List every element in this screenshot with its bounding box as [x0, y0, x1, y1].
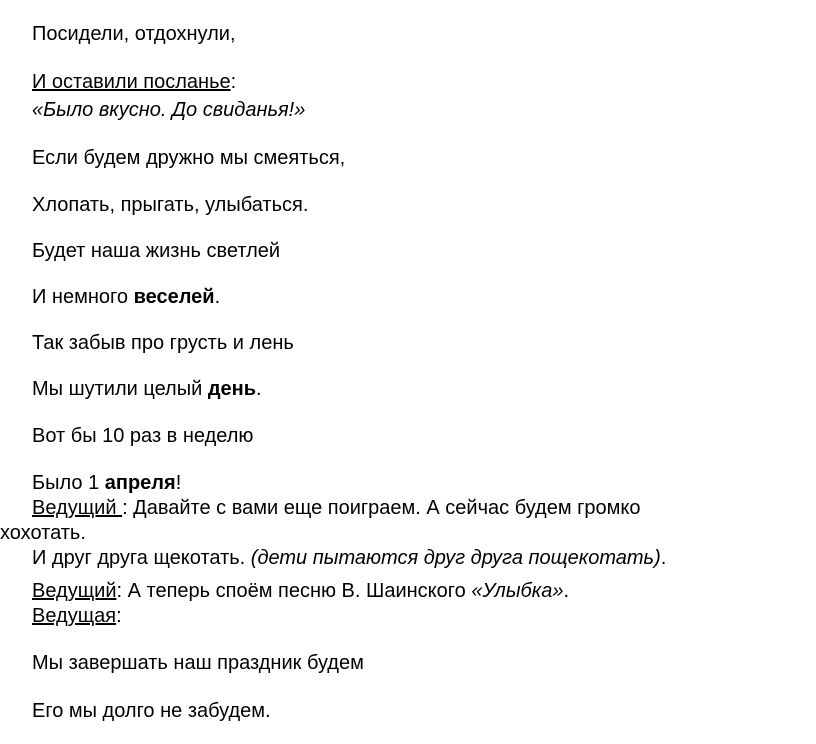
speaker-label: Ведущий — [32, 580, 117, 602]
line-text: Если будем дружно мы смеяться, — [32, 147, 346, 169]
text-line-9 — [32, 377, 262, 401]
line-text: Будет наша жизнь светлей — [32, 240, 281, 262]
line-text: : Давайте с вами еще поиграем. А сейчас будем громко — [122, 497, 641, 519]
line-text: хохотать. — [0, 522, 86, 544]
line-text: : — [116, 605, 122, 627]
line-text: Мы завершать наш праздник будем — [32, 652, 364, 674]
text-line-12 — [32, 496, 641, 520]
line-text: : — [230, 71, 237, 93]
italic-song-title: «Улыбка» — [471, 580, 564, 602]
line-text: Посидели, отдохнули, — [32, 23, 236, 45]
line-text: Так забыв про грусть и лень — [32, 332, 294, 354]
text-line-16 — [32, 604, 122, 628]
text-line-18 — [32, 699, 271, 723]
bold-text: апреля — [104, 472, 176, 494]
italic-stage-direction: (дети пытаются друг друга пощекотать) — [250, 547, 661, 569]
underlined-text: И оставили посланье — [32, 71, 231, 93]
text-line-5 — [32, 193, 308, 217]
text-line-1 — [32, 22, 236, 46]
text-line-10 — [32, 424, 253, 448]
line-text: Мы шутили целый — [32, 378, 208, 400]
bold-text: веселей — [133, 286, 215, 308]
line-text: Вот бы 10 раз в неделю — [32, 425, 254, 447]
text-line-8 — [32, 331, 294, 355]
text-line-7 — [32, 285, 220, 309]
line-text: . — [256, 378, 262, 400]
line-text: : А теперь споём песню В. Шаинского — [116, 580, 472, 602]
text-line-14 — [32, 546, 666, 570]
text-line-2 — [32, 70, 236, 94]
speaker-label: Ведущая — [32, 605, 117, 627]
text-line-4 — [32, 146, 345, 170]
line-text: И немного — [32, 286, 134, 308]
line-text: . — [563, 580, 570, 602]
line-text: ! — [175, 472, 182, 494]
text-line-15 — [32, 579, 569, 603]
line-text: Хлопать, прыгать, улыбаться. — [32, 194, 309, 216]
italic-quote: «Было вкусно. До свиданья!» — [32, 99, 306, 121]
text-line-6 — [32, 239, 280, 263]
speaker-label: Ведущий — [32, 497, 123, 519]
text-line-11 — [32, 471, 181, 495]
line-text: И друг друга щекотать. — [32, 547, 251, 569]
line-text: Было 1 — [32, 472, 105, 494]
text-line-13 — [0, 521, 86, 545]
text-line-17 — [32, 651, 364, 675]
line-text: . — [660, 547, 667, 569]
bold-text: день — [207, 378, 257, 400]
text-line-3 — [32, 98, 305, 122]
line-text: . — [214, 286, 221, 308]
line-text: Его мы долго не забудем. — [32, 700, 271, 722]
